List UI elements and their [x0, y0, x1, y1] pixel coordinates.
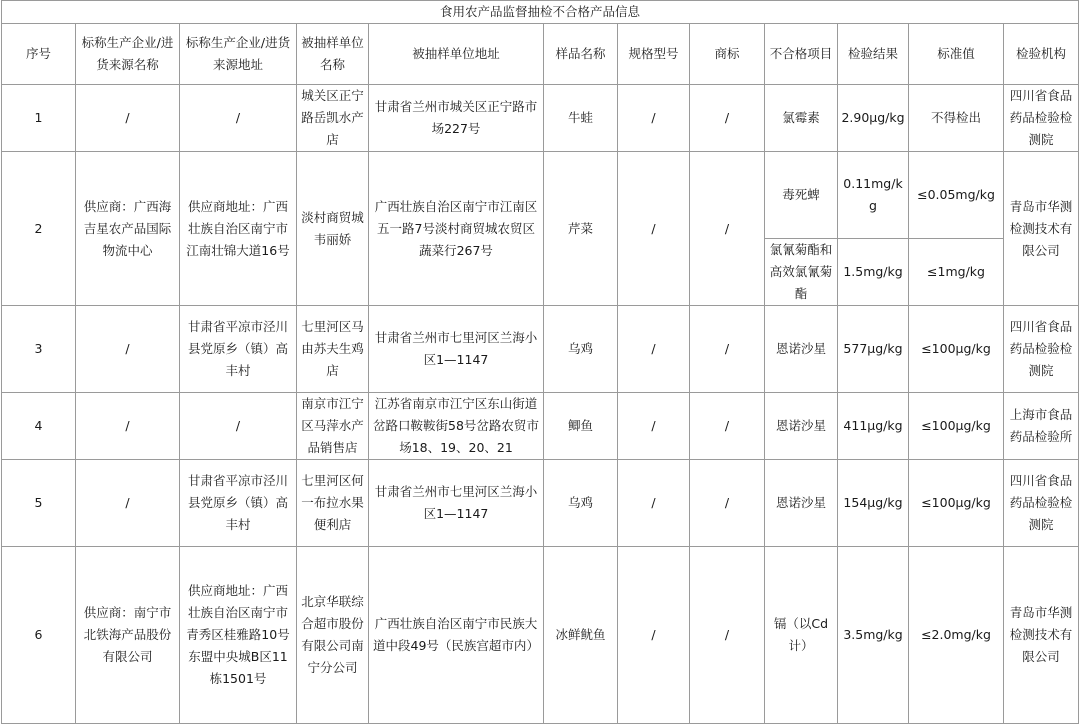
cell-item: 恩诺沙星: [765, 460, 838, 547]
cell-result: 154μg/kg: [838, 460, 909, 547]
cell-supplier-address: 甘肃省平凉市泾川县党原乡（镇）高丰村: [180, 460, 297, 547]
cell-lab: 四川省食品药品检验检测院: [1004, 460, 1079, 547]
cell-supplier-address: 供应商地址：广西壮族自治区南宁市青秀区桂雅路10号东盟中央城B区11栋1501号: [180, 547, 297, 724]
cell-sample: 芹菜: [544, 152, 618, 306]
header-cell: 样品名称: [544, 24, 618, 85]
header-cell: 检验机构: [1004, 24, 1079, 85]
cell-spec: /: [618, 393, 690, 460]
cell-lab: 青岛市华测检测技术有限公司: [1004, 547, 1079, 724]
cell-item: 镉（以Cd计）: [765, 547, 838, 724]
cell-spec: /: [618, 547, 690, 724]
cell-supplier-name: 供应商：南宁市北铁海产品股份有限公司: [76, 547, 180, 724]
cell-supplier-name: /: [76, 306, 180, 393]
cell-result: 3.5mg/kg: [838, 547, 909, 724]
header-cell: 被抽样单位名称: [297, 24, 369, 85]
cell-sample: 冰鲜鱿鱼: [544, 547, 618, 724]
cell-item: 恩诺沙星: [765, 393, 838, 460]
cell-item: 毒死蜱: [765, 152, 838, 239]
cell-standard: ≤1mg/kg: [909, 239, 1004, 306]
cell-no: 2: [2, 152, 76, 306]
cell-sampled-unit: 城关区正宁路岳凯水产店: [297, 85, 369, 152]
header-cell: 不合格项目: [765, 24, 838, 85]
cell-supplier-name: /: [76, 393, 180, 460]
cell-sampled-address: 甘肃省兰州市七里河区兰海小区1—1147: [369, 306, 544, 393]
cell-item: 氯氰菊酯和高效氯氰菊酯: [765, 239, 838, 306]
cell-sampled-unit: 七里河区何一布拉水果便利店: [297, 460, 369, 547]
table-row: [2, 306, 1079, 393]
header-cell: 被抽样单位地址: [369, 24, 544, 85]
cell-standard: ≤100μg/kg: [909, 393, 1004, 460]
cell-sample: 乌鸡: [544, 460, 618, 547]
cell-sampled-unit: 淡村商贸城韦丽娇: [297, 152, 369, 306]
cell-brand: /: [690, 460, 765, 547]
cell-supplier-address: /: [180, 85, 297, 152]
cell-supplier-name: /: [76, 85, 180, 152]
cell-sampled-address: 广西壮族自治区南宁市江南区五一路7号淡村商贸城农贸区蔬菜行267号: [369, 152, 544, 306]
cell-spec: /: [618, 460, 690, 547]
table-row: [2, 547, 1079, 724]
cell-brand: /: [690, 306, 765, 393]
cell-sampled-address: 广西壮族自治区南宁市民族大道中段49号（民族宫超市内）: [369, 547, 544, 724]
cell-result: 577μg/kg: [838, 306, 909, 393]
header-row: [2, 24, 1079, 85]
cell-brand: /: [690, 85, 765, 152]
cell-lab: 四川省食品药品检验检测院: [1004, 306, 1079, 393]
cell-standard: ≤100μg/kg: [909, 306, 1004, 393]
table-title: 食用农产品监督抽检不合格产品信息: [2, 1, 1079, 24]
cell-item: 恩诺沙星: [765, 306, 838, 393]
cell-supplier-address: 甘肃省平凉市泾川县党原乡（镇）高丰村: [180, 306, 297, 393]
nonconforming-products-table: [1, 0, 1079, 724]
header-cell: 标称生产企业/进货来源地址: [180, 24, 297, 85]
cell-supplier-name: 供应商：广西海吉星农产品国际物流中心: [76, 152, 180, 306]
cell-brand: /: [690, 152, 765, 306]
cell-sampled-address: 江苏省南京市江宁区东山街道岔路口鞍鞍街58号岔路农贸市场18、19、20、21: [369, 393, 544, 460]
cell-result: 0.11mg/kg: [838, 152, 909, 239]
cell-supplier-name: /: [76, 460, 180, 547]
cell-standard: ≤2.0mg/kg: [909, 547, 1004, 724]
cell-result: 411μg/kg: [838, 393, 909, 460]
cell-supplier-address: /: [180, 393, 297, 460]
cell-spec: /: [618, 152, 690, 306]
cell-standard: ≤0.05mg/kg: [909, 152, 1004, 239]
cell-lab: 四川省食品药品检验检测院: [1004, 85, 1079, 152]
cell-result: 1.5mg/kg: [838, 239, 909, 306]
header-cell: 规格型号: [618, 24, 690, 85]
table-row: [2, 152, 1079, 239]
cell-no: 4: [2, 393, 76, 460]
cell-sampled-unit: 北京华联综合超市股份有限公司南宁分公司: [297, 547, 369, 724]
cell-standard: ≤100μg/kg: [909, 460, 1004, 547]
cell-sampled-unit: 南京市江宁区马萍水产品销售店: [297, 393, 369, 460]
cell-spec: /: [618, 85, 690, 152]
cell-no: 6: [2, 547, 76, 724]
cell-sampled-address: 甘肃省兰州市城关区正宁路市场227号: [369, 85, 544, 152]
cell-lab: 上海市食品药品检验所: [1004, 393, 1079, 460]
cell-standard: 不得检出: [909, 85, 1004, 152]
header-cell: 序号: [2, 24, 76, 85]
cell-sample: 鲫鱼: [544, 393, 618, 460]
cell-brand: /: [690, 393, 765, 460]
cell-sample: 牛蛙: [544, 85, 618, 152]
cell-no: 5: [2, 460, 76, 547]
table-title-row: [2, 1, 1079, 24]
cell-sampled-address: 甘肃省兰州市七里河区兰海小区1—1147: [369, 460, 544, 547]
cell-sample: 乌鸡: [544, 306, 618, 393]
header-cell: 检验结果: [838, 24, 909, 85]
cell-no: 1: [2, 85, 76, 152]
table-row: [2, 460, 1079, 547]
cell-sampled-unit: 七里河区马由苏夫生鸡店: [297, 306, 369, 393]
cell-supplier-address: 供应商地址：广西壮族自治区南宁市江南壮锦大道16号: [180, 152, 297, 306]
cell-spec: /: [618, 306, 690, 393]
table-row: [2, 85, 1079, 152]
header-cell: 标称生产企业/进货来源名称: [76, 24, 180, 85]
cell-lab: 青岛市华测检测技术有限公司: [1004, 152, 1079, 306]
header-cell: 商标: [690, 24, 765, 85]
cell-result: 2.90μg/kg: [838, 85, 909, 152]
cell-brand: /: [690, 547, 765, 724]
header-cell: 标准值: [909, 24, 1004, 85]
table-row: [2, 393, 1079, 460]
cell-no: 3: [2, 306, 76, 393]
cell-item: 氯霉素: [765, 85, 838, 152]
